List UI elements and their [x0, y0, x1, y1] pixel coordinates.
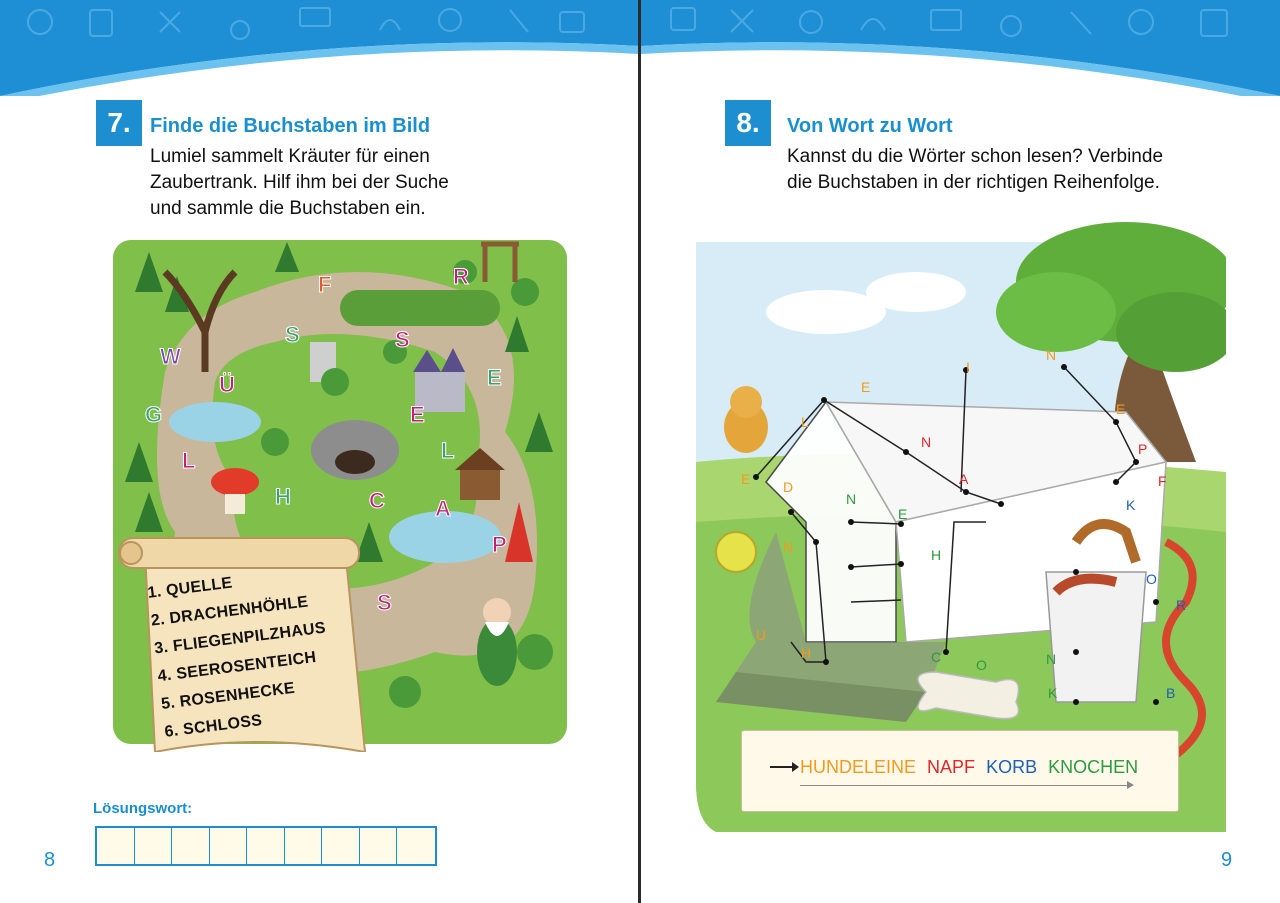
solution-box[interactable] [247, 828, 285, 864]
solution-box[interactable] [210, 828, 248, 864]
svg-text:F: F [318, 272, 332, 297]
svg-text:B: B [1166, 685, 1176, 701]
solution-box[interactable] [97, 828, 135, 864]
svg-text:N: N [1046, 651, 1057, 667]
word-korb: KORB [986, 757, 1038, 777]
solution-box[interactable] [397, 828, 435, 864]
left-page [0, 0, 639, 903]
task-title: Von Wort zu Wort [787, 115, 953, 137]
svg-text:H: H [801, 645, 812, 661]
arrow-right-icon [770, 766, 796, 768]
list-item: 6. SCHLOSS [163, 711, 264, 741]
solution-boxes [95, 826, 437, 866]
svg-text:H: H [275, 484, 291, 509]
svg-text:O: O [1146, 571, 1157, 587]
arrow-line-icon [800, 785, 1132, 786]
instruction-line: Lumiel sammelt Kräuter für einen [150, 146, 430, 167]
svg-text:L: L [441, 438, 455, 463]
solution-box[interactable] [322, 828, 360, 864]
svg-text:K: K [1126, 497, 1136, 513]
svg-text:E: E [741, 471, 751, 487]
svg-text:P: P [1138, 441, 1148, 457]
svg-text:N: N [783, 539, 794, 555]
svg-text:P: P [492, 532, 507, 557]
word-row [800, 757, 1144, 778]
svg-text:C: C [931, 649, 942, 665]
word-napf: NAPF [927, 757, 976, 777]
svg-text:E: E [410, 402, 425, 427]
svg-text:W: W [160, 344, 181, 369]
solution-box[interactable] [135, 828, 173, 864]
svg-text:A: A [959, 471, 969, 487]
list-item: 5. ROSENHECKE [160, 679, 296, 714]
svg-text:N: N [921, 434, 932, 450]
solution-box[interactable] [360, 828, 398, 864]
svg-text:S: S [395, 327, 410, 352]
task-instructions [787, 144, 1163, 196]
instruction-line: Zaubertrank. Hilf ihm bei der Suche [150, 172, 449, 193]
word-hundeleine: HUNDELEINE [800, 757, 917, 777]
svg-text:N: N [1046, 347, 1057, 363]
svg-text:Ü: Ü [219, 372, 235, 397]
svg-text:D: D [783, 479, 794, 495]
svg-text:I: I [966, 359, 970, 375]
svg-text:F: F [1158, 473, 1167, 489]
list-item: 1. QUELLE [146, 574, 234, 602]
svg-text:A: A [435, 496, 451, 521]
task-title: Finde die Buchstaben im Bild [150, 115, 431, 137]
svg-text:U: U [756, 627, 767, 643]
svg-text:K: K [1048, 685, 1058, 701]
instruction-line: Kannst du die Wörter schon lesen? Verbinde [787, 146, 1164, 167]
svg-text:R: R [1176, 597, 1187, 613]
task-instructions [150, 144, 449, 222]
solution-box[interactable] [172, 828, 210, 864]
svg-text:C: C [369, 488, 385, 513]
top-banner [0, 0, 639, 96]
word-strip [741, 730, 1179, 812]
list-item: 3. FLIEGENPILZHAUS [153, 619, 327, 658]
svg-text:E: E [1116, 401, 1126, 417]
list-item: 2. DRACHENHÖHLE [150, 593, 310, 630]
word-knochen: KNOCHEN [1048, 757, 1139, 777]
svg-text:E: E [487, 365, 502, 390]
page-number: 9 [1221, 849, 1233, 871]
top-banner [641, 0, 1280, 96]
svg-text:O: O [976, 657, 987, 673]
svg-text:S: S [377, 590, 392, 615]
list-item: 4. SEEROSENTEICH [156, 648, 318, 686]
svg-text:L: L [801, 414, 809, 430]
solution-box[interactable] [285, 828, 323, 864]
svg-text:L: L [182, 448, 196, 473]
page-number: 8 [44, 849, 56, 871]
solution-label: Lösungswort: [93, 800, 193, 817]
right-page [641, 0, 1280, 903]
svg-text:E: E [861, 379, 871, 395]
svg-text:E: E [898, 506, 908, 522]
search-list [146, 559, 338, 747]
instruction-line: die Buchstaben in der richtigen Reihenfolge. [787, 172, 1160, 193]
svg-text:H: H [931, 547, 942, 563]
instruction-line: und sammle die Buchstaben ein. [150, 198, 426, 219]
task-number-badge: 7. [96, 100, 142, 146]
svg-text:N: N [846, 491, 857, 507]
svg-text:R: R [453, 264, 469, 289]
svg-text:S: S [285, 322, 300, 347]
task-number-badge: 8. [725, 100, 771, 146]
svg-text:G: G [145, 402, 163, 427]
